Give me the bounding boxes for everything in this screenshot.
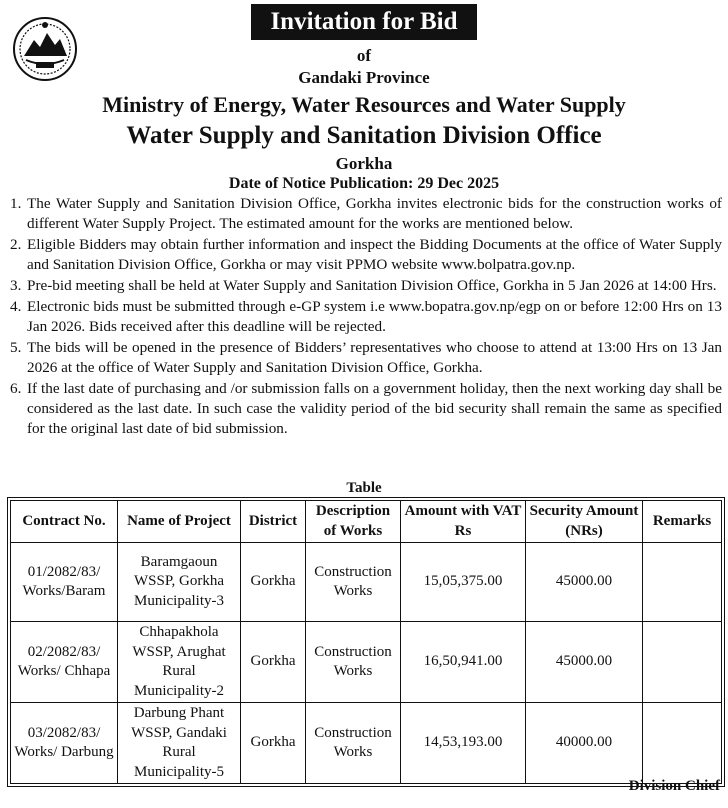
header-district: District [241, 501, 306, 543]
province-name: Gandaki Province [298, 68, 430, 87]
signature-title: Division Chief [628, 778, 720, 794]
cell-security: 40000.00 [526, 703, 643, 784]
point-number: 1. [10, 195, 22, 212]
notice-points [10, 194, 722, 440]
publication-date-text: Date of Notice Publication: 29 Dec 2025 [228, 175, 500, 192]
table-header-row [11, 501, 722, 543]
cell-description: Construction Works [306, 543, 401, 622]
cell-remarks [643, 543, 722, 622]
of-label: of [356, 46, 372, 65]
point-text: Electronic bids must be submitted through e-GP system i.e www.bopatra.gov.np/egp on or before 12:00 Hrs on 13 Jan 2026. Bids received after this deadline will be rejected. [27, 298, 722, 335]
notice-point [10, 379, 722, 439]
notice-title: Invitation for Bid [251, 4, 477, 40]
point-number: 6. [10, 380, 22, 397]
cell-security: 45000.00 [526, 622, 643, 703]
notice-point [10, 276, 722, 296]
cell-description: Construction Works [306, 622, 401, 703]
point-number: 5. [10, 339, 22, 356]
publication-date [0, 175, 728, 193]
cell-security: 45000.00 [526, 543, 643, 622]
cell-amount: 14,53,193.00 [401, 703, 526, 784]
cell-contract-no: 02/2082/83/ Works/ Chhapa [11, 622, 118, 703]
header-description: Description of Works [306, 501, 401, 543]
notice-point [10, 194, 722, 234]
point-text: The bids will be opened in the presence of Bidders’ representatives who choose to attend at 13:00 Hrs on 13 Jan 2026 at the office of Water Supply and Sanitation Division Office, Gorkha. [27, 339, 722, 376]
cell-project-name: Darbung Phant WSSP, Gandaki Rural Municipality-5 [118, 703, 241, 784]
notice-point [10, 338, 722, 378]
cell-description: Construction Works [306, 703, 401, 784]
table-row [11, 703, 722, 784]
header-contract-no: Contract No. [11, 501, 118, 543]
table-row [11, 622, 722, 703]
point-number: 2. [10, 236, 22, 253]
cell-amount: 16,50,941.00 [401, 622, 526, 703]
cell-district: Gorkha [241, 543, 306, 622]
cell-contract-no: 03/2082/83/ Works/ Darbung [11, 703, 118, 784]
point-text: Eligible Bidders may obtain further information and inspect the Bidding Documents at the office of Water Supply and Sanitation Division Office, Gorkha or may visit PPMO website www.bolpatra.gov.np. [27, 236, 722, 273]
notice-point [10, 235, 722, 275]
table-row [11, 543, 722, 622]
cell-project-name: Chhapakhola WSSP, Arughat Rural Municipality-2 [118, 622, 241, 703]
bids-table [10, 500, 722, 784]
city-name: Gorkha [335, 154, 393, 173]
cell-remarks [643, 622, 722, 703]
point-number: 3. [10, 277, 22, 294]
header-security: Security Amount (NRs) [526, 501, 643, 543]
notice-point [10, 297, 722, 337]
point-text: If the last date of purchasing and /or submission falls on a government holiday, then the next working day shall be considered as the last date. In such case the validity period of the bid security shall remain the same as specified for the original last date of bid submission. [27, 380, 722, 437]
cell-contract-no: 01/2082/83/ Works/Baram [11, 543, 118, 622]
point-text: The Water Supply and Sanitation Division Office, Gorkha invites electronic bids for the construction works of different Water Supply Project. The estimated amount for the works are mentioned below. [27, 195, 722, 232]
cell-district: Gorkha [241, 703, 306, 784]
header-project-name: Name of Project [118, 501, 241, 543]
header-amount: Amount with VAT Rs [401, 501, 526, 543]
ministry-name: Ministry of Energy, Water Resources and Water Supply [102, 92, 626, 117]
cell-remarks [643, 703, 722, 784]
point-text: Pre-bid meeting shall be held at Water Supply and Sanitation Division Office, Gorkha in 5 Jan 2026 at 14:00 Hrs. [27, 277, 717, 294]
header-remarks: Remarks [643, 501, 722, 543]
cell-district: Gorkha [241, 622, 306, 703]
point-number: 4. [10, 298, 22, 315]
table-caption: Table [346, 480, 382, 496]
office-name: Water Supply and Sanitation Division Office [126, 122, 602, 149]
cell-project-name: Baramgaoun WSSP, Gorkha Municipality-3 [118, 543, 241, 622]
cell-amount: 15,05,375.00 [401, 543, 526, 622]
